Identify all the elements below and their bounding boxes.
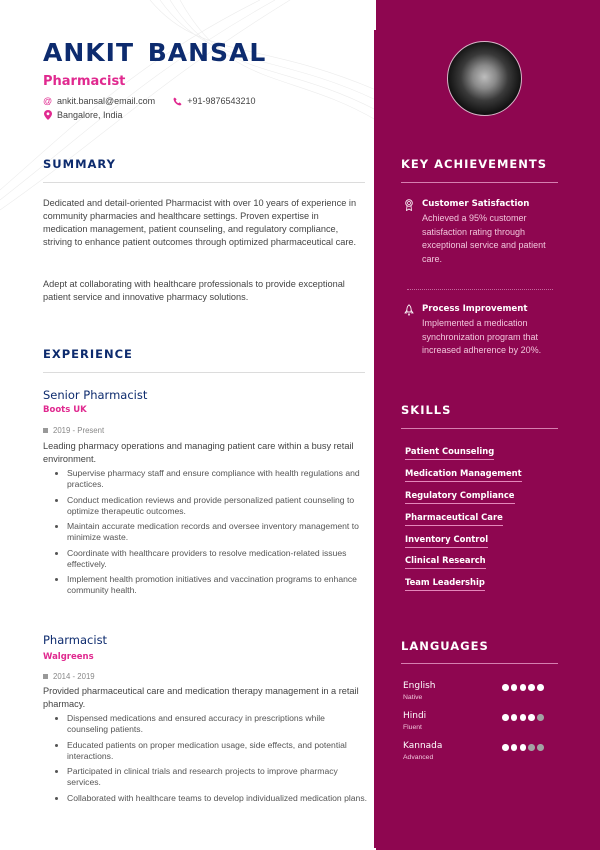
skill-tag: Patient Counseling [405, 446, 494, 460]
rating-dot-filled [502, 684, 509, 691]
list-item: Collaborated with healthcare teams to develop individualized medication plans. [67, 792, 368, 803]
job-1-dates-row [43, 426, 104, 435]
experience-divider [43, 372, 365, 373]
job-2-company: Walgreens [43, 652, 94, 662]
language-rating [502, 684, 544, 691]
rating-dot-filled [511, 744, 518, 751]
list-item: Participated in clinical trials and research projects to improve pharmacy services. [67, 766, 367, 788]
job-1-title: Senior Pharmacist [43, 388, 148, 402]
skill-tag: Clinical Research [405, 555, 486, 569]
experience-heading: EXPERIENCE [43, 347, 133, 361]
summary-heading: SUMMARY [43, 157, 116, 171]
rating-dot-filled [537, 684, 544, 691]
location: Bangalore, India [57, 110, 123, 120]
rating-dot-empty [528, 744, 535, 751]
rating-dot-filled [511, 714, 518, 721]
achievements-divider [401, 182, 558, 183]
list-item: Conduct medication reviews and provide personalized patient counseling to optimize therapeutic outcomes. [67, 495, 367, 517]
list-item: Dispensed medications and ensured accuracy in prescriptions while counseling patients. [67, 713, 367, 735]
sidebar-edge [374, 30, 377, 848]
job-1-bullets [67, 468, 367, 601]
rating-dot-filled [511, 684, 518, 691]
list-item: Educated patients on proper medication usage, side effects, and potential interactions. [67, 740, 367, 762]
skill-tag: Inventory Control [405, 534, 488, 548]
candidate-name: ANKIT BANSAL [43, 38, 267, 67]
achievement-title: Customer Satisfaction [422, 199, 530, 209]
rating-dot-empty [537, 714, 544, 721]
achievement-description: Implemented a medication synchronization program that increased adherence by 20%. [422, 318, 542, 355]
at-icon: @ [42, 96, 53, 106]
rating-dot-filled [528, 684, 535, 691]
list-item: Coordinate with healthcare providers to resolve medication-related issues effectively. [67, 548, 367, 570]
language-rating [502, 744, 544, 751]
language-name: Hindi [403, 711, 427, 721]
language-level: Advanced [403, 754, 434, 761]
rating-dot-filled [520, 744, 527, 751]
summary-paragraph-1: Dedicated and detail-oriented Pharmacist with over 10 years of experience in community pharmacies and healthcare settings. Proven expertise in medication management, patient counseling, and regulatory compliance, striving to enhance patient outcomes through optimized pharmaceutical care. [43, 198, 357, 247]
location-row [43, 110, 123, 120]
skill-tag: Medication Management [405, 468, 522, 482]
languages-divider [401, 663, 558, 664]
job-2-title: Pharmacist [43, 633, 108, 647]
rating-dot-filled [528, 714, 535, 721]
job-2-bullets [67, 713, 367, 808]
language-item [403, 681, 553, 701]
skills-heading: SKILLS [401, 403, 452, 417]
list-item: Maintain accurate medication records and oversee inventory management to minimize waste. [67, 521, 367, 543]
job-2-dates-row [43, 672, 95, 681]
calendar-icon [43, 674, 48, 679]
profile-photo [447, 41, 522, 116]
job-1-description: Leading pharmacy operations and managing patient care within a busy retail environment. [43, 441, 354, 464]
achievement-title: Process Improvement [422, 304, 528, 314]
language-level: Fluent [403, 724, 422, 731]
language-name: English [403, 681, 436, 691]
summary-paragraph-2: Adept at collaborating with healthcare professionals to provide exceptional patient service and innovative pharmacy solutions. [43, 279, 345, 302]
language-item [403, 711, 553, 731]
summary-divider [43, 182, 365, 183]
job-1-dates: 2019 - Present [53, 426, 105, 435]
award-ribbon-icon [404, 199, 414, 211]
skill-tag: Regulatory Compliance [405, 490, 515, 504]
rating-dot-filled [520, 714, 527, 721]
skills-divider [401, 428, 558, 429]
achievement-description: Achieved a 95% customer satisfaction rating through exceptional service and patient care. [422, 213, 546, 264]
rating-dot-filled [502, 714, 509, 721]
email[interactable]: ankit.bansal@email.com [57, 96, 156, 106]
phone-icon [173, 97, 182, 106]
achievements-heading: KEY ACHIEVEMENTS [401, 157, 548, 171]
rating-dot-empty [537, 744, 544, 751]
language-name: Kannada [403, 741, 443, 751]
skill-tag: Team Leadership [405, 577, 485, 591]
language-item [403, 741, 553, 761]
list-item: Supervise pharmacy staff and ensure compliance with health regulations and practices. [67, 468, 367, 490]
language-rating [502, 714, 544, 721]
job-2-dates: 2014 - 2019 [53, 672, 95, 681]
calendar-icon [43, 428, 48, 433]
language-level: Native [403, 694, 423, 701]
job-title: Pharmacist [43, 74, 126, 89]
contact-row [43, 96, 256, 106]
languages-heading: LANGUAGES [401, 639, 489, 653]
job-1-company: Boots UK [43, 405, 87, 415]
phone[interactable]: +91-9876543210 [187, 96, 256, 106]
rocket-icon [404, 304, 414, 316]
list-item: Implement health promotion initiatives and vaccination programs to enhance community health. [67, 574, 367, 596]
achievement-separator [407, 289, 553, 290]
skill-tag: Pharmaceutical Care [405, 512, 503, 526]
rating-dot-filled [502, 744, 509, 751]
job-2-description: Provided pharmaceutical care and medication therapy management in a retail pharmacy. [43, 686, 359, 709]
map-pin-icon [43, 110, 52, 120]
rating-dot-filled [520, 684, 527, 691]
